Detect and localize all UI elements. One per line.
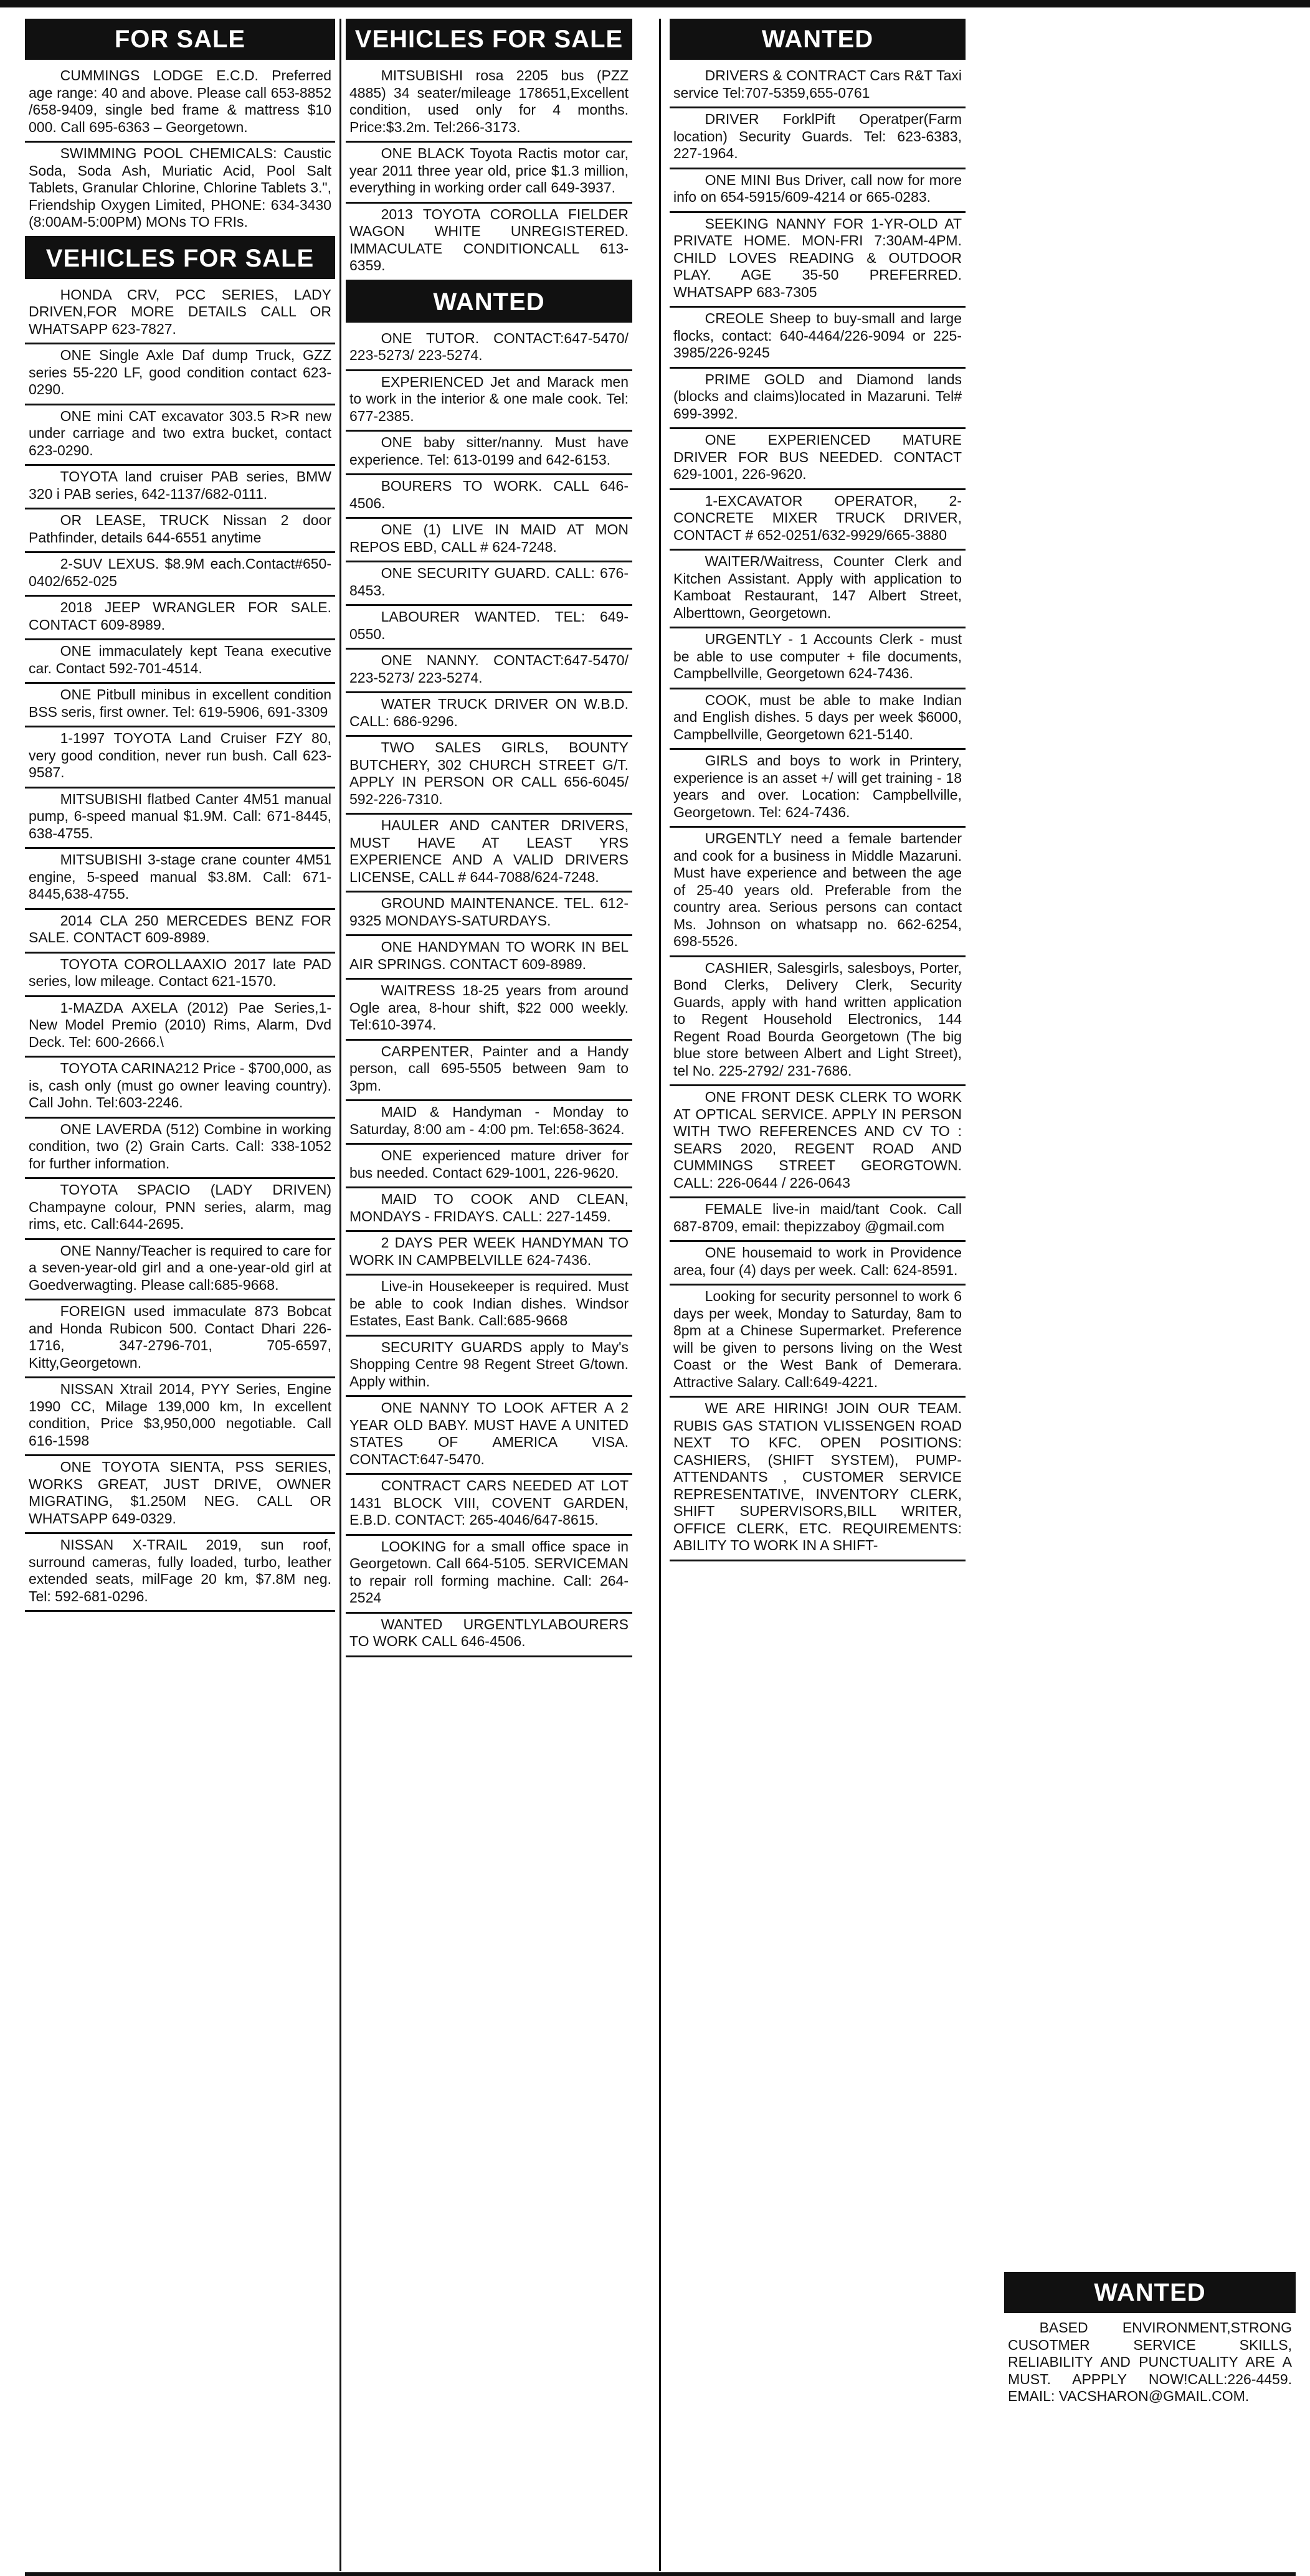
column-divider bbox=[339, 19, 341, 2571]
classified-ad: CUMMINGS LODGE E.C.D. Preferred age range: 40 and above. Please call 653-8852 /658-9409, single bed frame & mattress $10 000. Call 695-6363 – Georgetown. bbox=[25, 65, 335, 143]
classified-ad: TOYOTA SPACIO (LADY DRIVEN) Champayne colour, PNN series, alarm, mag rims, etc. Call:644-2695. bbox=[25, 1179, 335, 1240]
classified-ad: DRIVERS & CONTRACT Cars R&T Taxi service Tel:707-5359,655-0761 bbox=[670, 65, 966, 108]
classified-ad: 2013 TOYOTA COROLLA FIELDER WAGON WHITE UNREGISTERED. IMMACULATE CONDITIONCALL 613-6359. bbox=[346, 204, 632, 282]
section-heading: FOR SALE bbox=[25, 19, 335, 60]
classified-ad: WANTED URGENTLYLABOURERS TO WORK CALL 646-4506. bbox=[346, 1614, 632, 1657]
classified-ad: TOYOTA COROLLAAXIO 2017 late PAD series, low mileage. Contact 621-1570. bbox=[25, 954, 335, 997]
classified-ad: 2 DAYS PER WEEK HANDYMAN TO WORK IN CAMPBELVILLE 624-7436. bbox=[346, 1232, 632, 1276]
classified-ad: ONE immaculately kept Teana executive car. Contact 592-701-4514. bbox=[25, 640, 335, 684]
classified-ad: COOK, must be able to make Indian and English dishes. 5 days per week $6000, Campbellville, Georgetown 621-5140. bbox=[670, 689, 966, 751]
classified-ad: TOYOTA land cruiser PAB series, BMW 320 i PAB series, 642-1137/682-0111. bbox=[25, 466, 335, 509]
section-wanted bbox=[670, 19, 966, 1561]
classified-ad: ONE (1) LIVE IN MAID AT MON REPOS EBD, CALL # 624-7248. bbox=[346, 519, 632, 562]
classified-ad: ONE MINI Bus Driver, call now for more info on 654-5915/609-4214 or 665-0283. bbox=[670, 169, 966, 213]
classified-ad: ONE NANNY. CONTACT:647-5470/ 223-5273/ 223-5274. bbox=[346, 650, 632, 693]
classified-ad: HAULER AND CANTER DRIVERS, MUST HAVE AT LEAST YRS EXPERIENCE AND A VALID DRIVERS LICENSE, CALL # 644-7088/624-7248. bbox=[346, 815, 632, 893]
classified-ad: MITSUBISHI 3-stage crane counter 4M51 engine, 5-speed manual $3.8M. Call: 671-8445,638-4755. bbox=[25, 849, 335, 910]
classified-ad: ONE NANNY TO LOOK AFTER A 2 YEAR OLD BABY. MUST HAVE A UNITED STATES OF AMERICA VISA. CONTACT:647-5470. bbox=[346, 1397, 632, 1475]
classified-ad: WATER TRUCK DRIVER ON W.B.D. CALL: 686-9296. bbox=[346, 693, 632, 737]
classified-ad: MITSUBISHI rosa 2205 bus (PZZ 4885) 34 seater/mileage 178651,Excellent condition, used only for 4 months. Price:$3.2m. Tel:266-3173. bbox=[346, 65, 632, 143]
column-2 bbox=[346, 19, 632, 2571]
classified-ad: CARPENTER, Painter and a Handy person, call 695-5505 between 9am to 3pm. bbox=[346, 1041, 632, 1102]
classified-ad: NISSAN X-TRAIL 2019, sun roof, surround cameras, fully loaded, turbo, leather extended seats, milFage 20 km, $7.8M neg. Tel: 592-681-0296. bbox=[25, 1534, 335, 1612]
section-vehicles-for-sale bbox=[25, 238, 335, 1612]
classified-ad: EXPERIENCED Jet and Marack men to work in the interior & one male cook. Tel: 677-2385. bbox=[346, 371, 632, 432]
classified-ad: MITSUBISHI flatbed Canter 4M51 manual pump, 6-speed manual $1.9M. Call: 671-8445, 638-4755. bbox=[25, 788, 335, 850]
classified-ad: CONTRACT CARS NEEDED AT LOT 1431 BLOCK VIII, COVENT GARDEN, E.B.D. CONTACT: 265-4046/647-8615. bbox=[346, 1475, 632, 1536]
classified-ad: ONE housemaid to work in Providence area, four (4) days per week. Call: 624-8591. bbox=[670, 1242, 966, 1286]
section-heading: WANTED bbox=[1004, 2272, 1296, 2313]
side-wanted-box bbox=[1004, 2272, 1296, 2410]
classified-ad: SEEKING NANNY FOR 1-YR-OLD AT PRIVATE HOME. MON-FRI 7:30AM-4PM. CHILD LOVES READING & OUTDOOR PLAY. AGE 35-50 PREFERRED. WHATSAPP 683-7305 bbox=[670, 213, 966, 308]
classified-ad: FEMALE live-in maid/tant Cook. Call 687-8709, email: thepizzaboy @gmail.com bbox=[670, 1198, 966, 1242]
top-rule bbox=[0, 0, 1310, 7]
section-vehicles-for-sale bbox=[346, 19, 632, 282]
section-heading: WANTED bbox=[670, 19, 966, 60]
classified-ad: ONE Pitbull minibus in excellent condition BSS seris, first owner. Tel: 619-5906, 691-3309 bbox=[25, 684, 335, 727]
classified-ad: Live-in Housekeeper is required. Must be able to cook Indian dishes. Windsor Estates, East Bank. Call:685-9668 bbox=[346, 1276, 632, 1337]
column-1 bbox=[25, 19, 335, 2571]
classified-ad: BASED ENVIRONMENT,STRONG CUSOTMER SERVICE SKILLS, RELIABILITY AND PUNCTUALITY ARE A MUST. APPPLY NOW!CALL:226-4459. EMAIL: VACSHARON@GMAIL.COM. bbox=[1008, 2319, 1292, 2404]
classified-ad: GROUND MAINTENANCE. TEL. 612-9325 MONDAYS-SATURDAYS. bbox=[346, 893, 632, 936]
classified-ad: TWO SALES GIRLS, BOUNTY BUTCHERY, 302 CHURCH STREET G/T. APPLY IN PERSON OR CALL 656-6045/ 592-226-7310. bbox=[346, 737, 632, 815]
section-for-sale bbox=[25, 19, 335, 238]
column-divider bbox=[659, 19, 661, 2571]
classified-ad: LOOKING for a small office space in Georgetown. Call 664-5105. SERVICEMAN to repair roll forming machine. Call: 264-2524 bbox=[346, 1536, 632, 1614]
classified-ad: TOYOTA CARINA212 Price - $700,000, as is, cash only (must go owner leaving country). Call John. Tel:603-2246. bbox=[25, 1058, 335, 1119]
classified-ad: 2014 CLA 250 MERCEDES BENZ FOR SALE. CONTACT 609-8989. bbox=[25, 910, 335, 954]
classified-ad: NISSAN Xtrail 2014, PYY Series, Engine 1990 CC, Milage 139,000 km, In excellent condition, Price $3,950,000 negotiable. Call 616-1598 bbox=[25, 1378, 335, 1456]
section-heading: VEHICLES FOR SALE bbox=[346, 19, 632, 60]
section-wanted bbox=[346, 282, 632, 1657]
classified-ad: ONE mini CAT excavator 303.5 R>R new under carriage and two extra bucket, contact 623-0290. bbox=[25, 405, 335, 466]
classified-ad: ONE FRONT DESK CLERK TO WORK AT OPTICAL SERVICE. APPLY IN PERSON WITH TWO REFERENCES AND CV TO : SEARS 2020, REGENT ROAD AND CUMMINGS STREET GEORGTOWN. CALL: 226-0644 / 226-0643 bbox=[670, 1086, 966, 1198]
classified-ad: Looking for security personnel to work 6 days per week, Monday to Saturday, 8am to 8pm at a Chinese Supermarket. Preference will be given to persons living on the West Coast or the West Bank of Demerara. Attractive Salary. Call:649-4221. bbox=[670, 1286, 966, 1398]
classified-ad: LABOURER WANTED. TEL: 649-0550. bbox=[346, 606, 632, 650]
classified-ad: ONE Single Axle Daf dump Truck, GZZ series 55-220 LF, good condition contact 623-0290. bbox=[25, 344, 335, 405]
bottom-rule bbox=[25, 2572, 1296, 2576]
classified-ad: ONE EXPERIENCED MATURE DRIVER FOR BUS NEEDED. CONTACT 629-1001, 226-9620. bbox=[670, 429, 966, 490]
classified-ad: WE ARE HIRING! JOIN OUR TEAM. RUBIS GAS STATION VLISSENGEN ROAD NEXT TO KFC. OPEN POSITIONS: CASHIERS, (SHIFT SYSTEM), PUMP-ATTENDANTS , CUSTOMER SERVICE REPRESENTATIVE, INVENTORY CLERK, SHIFT SUPERVISORS,BILL WRITER, OFFICE CLERK, ETC. REQUIREMENTS: ABILITY TO WORK IN A SHIFT- bbox=[670, 1398, 966, 1561]
classified-ad: CREOLE Sheep to buy-small and large flocks, contact: 640-4464/226-9094 or 225-3985/226-9245 bbox=[670, 308, 966, 369]
classified-ad: WAITER/Waitress, Counter Clerk and Kitchen Assistant. Apply with application to Kamboat Restaurant, 147 Albert Street, Alberttown, Georgetown. bbox=[670, 551, 966, 628]
classified-ad: MAID TO COOK AND CLEAN, MONDAYS - FRIDAYS. CALL: 227-1459. bbox=[346, 1188, 632, 1232]
classified-ad: 2018 JEEP WRANGLER FOR SALE. CONTACT 609-8989. bbox=[25, 597, 335, 640]
classified-ad: 2-SUV LEXUS. $8.9M each.Contact#650-0402/652-025 bbox=[25, 553, 335, 597]
classified-ad: BOURERS TO WORK. CALL 646-4506. bbox=[346, 475, 632, 519]
classified-ad: URGENTLY - 1 Accounts Clerk - must be able to use computer + file documents, Campbellville, Georgetown 624-7436. bbox=[670, 628, 966, 689]
classified-ad: ONE TUTOR. CONTACT:647-5470/ 223-5273/ 223-5274. bbox=[346, 328, 632, 371]
classified-ad: ONE SECURITY GUARD. CALL: 676-8453. bbox=[346, 562, 632, 606]
classified-ad: ONE experienced mature driver for bus needed. Contact 629-1001, 226-9620. bbox=[346, 1145, 632, 1188]
section-heading: WANTED bbox=[346, 282, 632, 323]
classified-ad: 1-MAZDA AXELA (2012) Pae Series,1- New Model Premio (2010) Rims, Alarm, Dvd Deck. Tel: 600-2666.\ bbox=[25, 997, 335, 1058]
classified-ad: 1-EXCAVATOR OPERATOR, 2- CONCRETE MIXER TRUCK DRIVER, CONTACT # 652-0251/632-9929/665-3880 bbox=[670, 490, 966, 551]
section-heading: VEHICLES FOR SALE bbox=[25, 238, 335, 279]
classified-ad: SECURITY GUARDS apply to May's Shopping Centre 98 Regent Street G/town. Apply within. bbox=[346, 1337, 632, 1398]
classified-ad: ONE LAVERDA (512) Combine in working condition, two (2) Grain Carts. Call: 338-1052 for further information. bbox=[25, 1119, 335, 1180]
classified-ad: GIRLS and boys to work in Printery, experience is an asset +/ will get training - 18 years and over. Location: Campbellville, Georgetown. Tel: 624-7436. bbox=[670, 750, 966, 828]
classified-ad: OR LEASE, TRUCK Nissan 2 door Pathfinder, details 644-6551 anytime bbox=[25, 509, 335, 553]
classified-ad: WAITRESS 18-25 years from around Ogle area, 8-hour shift, $22 000 weekly. Tel:610-3974. bbox=[346, 980, 632, 1041]
classified-ad: ONE TOYOTA SIENTA, PSS SERIES, WORKS GREAT, JUST DRIVE, OWNER MIGRATING, $1.250M NEG. CALL OR WHATSAPP 649-0329. bbox=[25, 1456, 335, 1534]
classified-ad: ONE Nanny/Teacher is required to care for a seven-year-old girl and a one-year-old girl at Goedverwagting. Please call:685-9668. bbox=[25, 1240, 335, 1301]
classified-ad: HONDA CRV, PCC SERIES, LADY DRIVEN,FOR MORE DETAILS CALL OR WHATSAPP 623-7827. bbox=[25, 284, 335, 345]
classified-ad: MAID & Handyman - Monday to Saturday, 8:00 am - 4:00 pm. Tel:658-3624. bbox=[346, 1101, 632, 1145]
classified-ad: FOREIGN used immaculate 873 Bobcat and Honda Rubicon 500. Contact Dhari 226-1716, 347-2796-701, 705-6597, Kitty,Georgetown. bbox=[25, 1300, 335, 1378]
classified-ad: CASHIER, Salesgirls, salesboys, Porter, Bond Clerks, Delivery Clerk, Security Guards, apply with hand written application to Regent Household Electronics, 144 Regent Road Bourda Georgetown (The big blue store between Albert and Light Street), tel No. 225-2792/ 231-7686. bbox=[670, 957, 966, 1087]
classified-ad: ONE baby sitter/nanny. Must have experience. Tel: 613-0199 and 642-6153. bbox=[346, 432, 632, 475]
classified-ad: ONE HANDYMAN TO WORK IN BEL AIR SPRINGS. CONTACT 609-8989. bbox=[346, 936, 632, 980]
classified-ad: DRIVER ForklPift Operatper(Farm location) Security Guards. Tel: 623-6383, 227-1964. bbox=[670, 108, 966, 169]
column-3 bbox=[670, 19, 966, 2571]
classified-ad: SWIMMING POOL CHEMICALS: Caustic Soda, Soda Ash, Muriatic Acid, Pool Salt Tablets, Granular Chlorine, Chlorine Tablets 3.", Friendship Oxygen Limited, PHONE: 634-3430 (8:00AM-5:00PM) MONs TO FRIs. bbox=[25, 143, 335, 238]
classified-ad: ONE BLACK Toyota Ractis motor car, year 2011 three year old, price $1.3 million, everything in working order call 649-3937. bbox=[346, 143, 632, 204]
classified-ad: PRIME GOLD and Diamond lands (blocks and claims)located in Mazaruni. Tel# 699-3992. bbox=[670, 369, 966, 430]
classified-ad: 1-1997 TOYOTA Land Cruiser FZY 80, very good condition, never run bush. Call 623-9587. bbox=[25, 727, 335, 788]
classified-ad: URGENTLY need a female bartender and cook for a business in Middle Mazaruni. Must have experience and between the age of 25-40 years old. Preferable from the country area. Serious persons can contact Ms. Johnson on whatsapp no. 662-6254, 698-5526. bbox=[670, 828, 966, 957]
